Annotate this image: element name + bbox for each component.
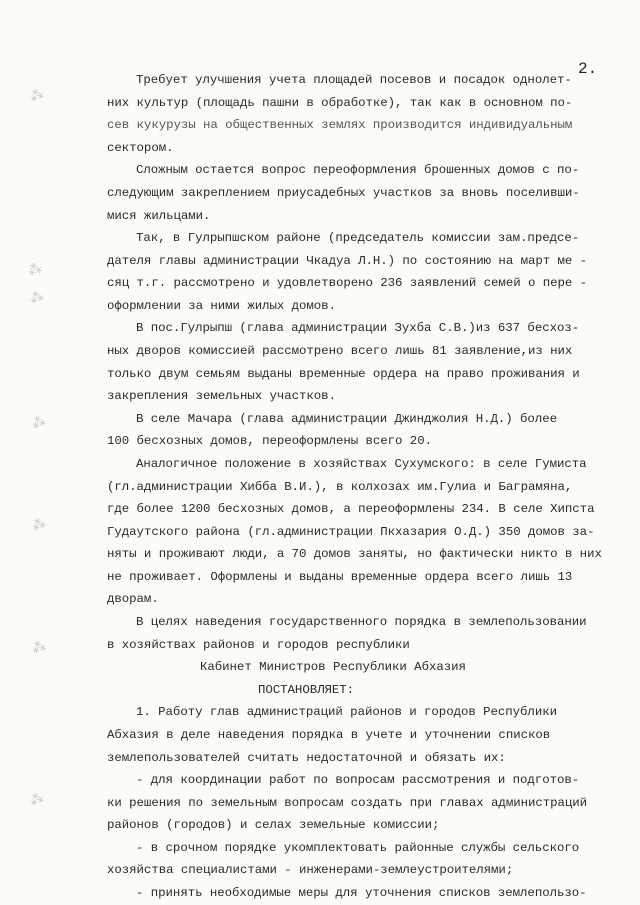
text-line: В целях наведения государственного порядка в землепользовании [136,615,587,629]
page-number: 2. [578,60,598,78]
text-line: В пос.Гулрыпш (глава администрации Зухба С.В.)из 637 бесхоз- [136,321,580,336]
text-line: няты и проживают люди, а 70 домов заняты, но фактически никто в них [107,547,602,562]
text-line: ки решения по земельным вопросам создать при главах администраций [107,795,588,810]
margin-smudge: ⁂ [27,791,47,811]
text-line: в хозяйствах районов и городов республики [107,637,410,652]
margin-smudge: ⁂ [29,639,49,659]
text-line: только двум семьям выданы временные ордера на право проживания и [107,366,580,381]
text-line: Требует улучшения учета площадей посевов и посадок однолет- [136,73,572,87]
text-line: дворам. [107,592,159,607]
margin-smudge: ⁂ [25,261,45,281]
text-line: мися жильцами. [107,208,211,223]
margin-smudge: ⁂ [29,516,49,536]
resolution-heading: ПОСТАНОВЛЯЕТ: [258,682,355,697]
text-line: оформлении за ними жилых домов. [107,298,336,313]
text-line: сектором. [107,140,174,155]
cabinet-heading: Кабинет Министров Республики Абхазия [200,660,466,675]
text-line: - принять необходимые меры для уточнения списков землепользо- [136,886,587,900]
text-line: хозяйства специалистами - инженерами-землеустроителями; [107,863,514,878]
margin-smudge: ⁂ [27,289,47,309]
text-line: Абхазия в деле наведения порядка в учете и уточнении списков [107,727,551,742]
text-line: В селе Мачара (глава администрации Джинджолия Н.Д.) более [136,411,557,426]
text-line: 1. Работу глав администраций районов и городов Республики [136,705,557,720]
text-line: (гл.администрации Хибба В.И.), в колхозах им.Гулиа и Баграмяна, [107,479,573,494]
text-line: следующим закреплением приусадебных участков за вновь поселивши- [107,185,580,200]
text-line: - в срочном порядке укомплектовать районные службы сельского [136,840,580,855]
text-line: дателя главы администрации Чкадуа Л.Н.) по состоянию на март ме - [107,253,588,268]
margin-smudge: ⁂ [29,414,49,434]
text-line: Гудаутского района (гл.администрации Пкхазария О.Д.) 350 домов за- [107,524,595,539]
text-line: Так, в Гулрыпшском районе (председатель комиссии зам.предсе- [136,231,580,246]
text-line: где более 1200 бесхозных домов, а переоформлены 234. В селе Хипста [107,502,595,517]
text-line: районов (городов) и селах земельные комиссии; [107,818,440,833]
text-line: - для координации работ по вопросам рассмотрения и подготов- [136,773,580,788]
text-line: землепользователей считать недостаточной и обязать их: [107,750,506,765]
text-line: не проживает. Оформлены и выданы временные ордера всего лишь 13 [107,569,573,584]
text-line: Аналогичное положение в хозяйствах Сухумского: в селе Гумиста [136,456,587,471]
margin-smudge: ⁂ [27,87,47,107]
text-line: Сложным остается вопрос переоформления брошенных домов с по- [136,163,580,178]
text-line: сев кукурузы на общественных землях производится индивидуальным [107,118,573,133]
text-line: закрепления земельных участков. [107,389,336,404]
text-line: них культур (площадь пашни в обработке), так как в основном по- [107,95,573,110]
text-line: сяц т.г. рассмотрено и удовлетворено 236 заявлений семей о пере - [107,276,588,291]
text-line: ных дворов комиссией рассмотрено всего лишь 81 заявление,из них [107,344,573,358]
text-line: 100 бесхозных домов, переоформлены всего 20. [107,434,432,449]
